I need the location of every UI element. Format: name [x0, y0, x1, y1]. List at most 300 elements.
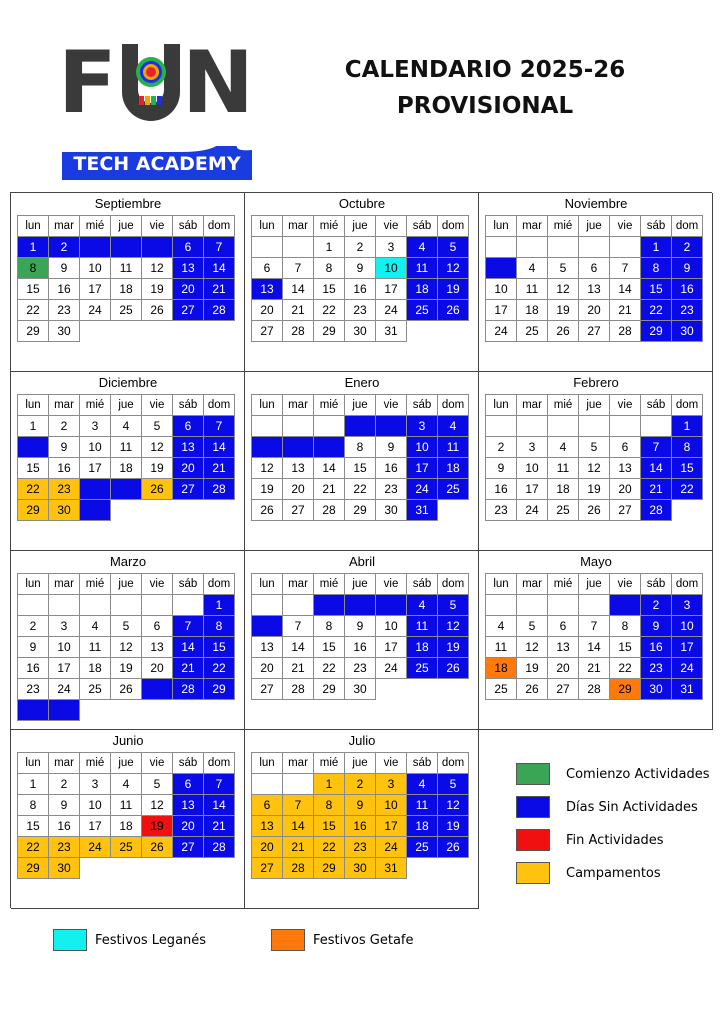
week-row: [486, 458, 703, 479]
weekday-header: sáb: [641, 574, 672, 595]
empty-cell: [173, 858, 204, 879]
empty-cell: [142, 700, 173, 721]
day-cell: 1: [314, 237, 345, 258]
weekday-header: dom: [438, 216, 469, 237]
week-row: [18, 616, 235, 637]
day-cell: 9: [49, 437, 80, 458]
weekday-header: dom: [204, 574, 235, 595]
month-name: Diciembre: [98, 375, 158, 390]
week-row: [486, 279, 703, 300]
legend-item: [53, 929, 206, 951]
weekday-header: sáb: [173, 574, 204, 595]
week-row: [486, 437, 703, 458]
day-cell: 10: [49, 637, 80, 658]
weekday-header: vie: [610, 395, 641, 416]
day-cell: 4: [407, 595, 438, 616]
day-cell: 27: [548, 679, 579, 700]
day-cell: 4: [111, 774, 142, 795]
day-cell: 31: [376, 858, 407, 879]
day-cell: 26: [438, 837, 469, 858]
empty-cell: [204, 500, 235, 521]
day-cell: 10: [80, 795, 111, 816]
day-cell: 28: [283, 858, 314, 879]
blank-cell: [283, 416, 314, 437]
day-cell: 17: [80, 279, 111, 300]
week-row: [18, 300, 235, 321]
weekday-header: mié: [314, 753, 345, 774]
day-cell: 25: [548, 500, 579, 521]
weekday-header: vie: [376, 753, 407, 774]
month-panel-mayo: [479, 551, 713, 730]
weekday-header: sáb: [173, 753, 204, 774]
day-cell: 13: [173, 795, 204, 816]
day-cell: 5: [548, 258, 579, 279]
week-row: [18, 816, 235, 837]
day-cell: 9: [345, 616, 376, 637]
week-row: [18, 279, 235, 300]
blank-cell: [80, 595, 111, 616]
day-cell: 4: [80, 616, 111, 637]
empty-cell: [438, 858, 469, 879]
day-cell: 14: [283, 816, 314, 837]
logo-letter-f: F: [58, 33, 115, 133]
day-cell: 12: [579, 458, 610, 479]
weekday-header: mié: [314, 395, 345, 416]
day-cell: 1: [641, 237, 672, 258]
day-cell: 8: [314, 616, 345, 637]
day-cell: 19: [548, 300, 579, 321]
day-cell: 5: [438, 237, 469, 258]
empty-cell: [80, 700, 111, 721]
week-row: [18, 795, 235, 816]
week-row: [252, 658, 469, 679]
weekday-header: mié: [548, 395, 579, 416]
day-cell: 8: [610, 616, 641, 637]
day-cell: 11: [486, 637, 517, 658]
day-cell: 16: [641, 637, 672, 658]
blank-cell: [548, 595, 579, 616]
blank-cell: [579, 595, 610, 616]
day-cell: 16: [486, 479, 517, 500]
day-cell: 22: [314, 837, 345, 858]
day-cell: 26: [142, 837, 173, 858]
day-cell: 17: [376, 637, 407, 658]
blank-cell: [579, 416, 610, 437]
day-cell: 10: [376, 795, 407, 816]
empty-cell: [672, 500, 703, 521]
day-cell: 14: [283, 279, 314, 300]
weekday-header: jue: [111, 395, 142, 416]
week-row: [252, 816, 469, 837]
empty-cell: [80, 321, 111, 342]
day-cell: 17: [49, 658, 80, 679]
weekday-header-row: [252, 574, 469, 595]
day-cell: 12: [548, 279, 579, 300]
week-row: [18, 774, 235, 795]
weekday-header: mar: [49, 216, 80, 237]
day-cell: 31: [407, 500, 438, 521]
day-cell: 19: [517, 658, 548, 679]
day-cell: 14: [204, 437, 235, 458]
day-cell: 1: [204, 595, 235, 616]
day-cell: 18: [438, 458, 469, 479]
day-cell: 3: [80, 774, 111, 795]
empty-cell: [80, 858, 111, 879]
day-cell: 28: [283, 321, 314, 342]
week-row: [486, 479, 703, 500]
day-cell: 20: [579, 300, 610, 321]
weekday-header: mié: [80, 753, 111, 774]
day-cell: 23: [641, 658, 672, 679]
day-cell: 6: [173, 416, 204, 437]
week-row: [18, 237, 235, 258]
day-cell: 16: [18, 658, 49, 679]
day-cell: 18: [111, 279, 142, 300]
day-cell: 3: [486, 258, 517, 279]
day-cell: 12: [438, 795, 469, 816]
logo-banner: [62, 146, 252, 182]
day-cell: 23: [49, 300, 80, 321]
day-cell: 17: [517, 479, 548, 500]
weekday-header: vie: [610, 216, 641, 237]
week-row: [252, 258, 469, 279]
day-cell: 9: [486, 458, 517, 479]
weekday-header-row: [18, 216, 235, 237]
weekday-header-row: [18, 574, 235, 595]
day-cell: 26: [142, 300, 173, 321]
blank-cell: [486, 416, 517, 437]
weekday-header: mié: [548, 574, 579, 595]
day-cell: 3: [80, 416, 111, 437]
day-cell: 13: [283, 458, 314, 479]
weekday-header: vie: [376, 216, 407, 237]
day-cell: 22: [204, 658, 235, 679]
weekday-header: dom: [204, 395, 235, 416]
week-row: [252, 479, 469, 500]
day-cell: 27: [173, 479, 204, 500]
empty-cell: [142, 858, 173, 879]
day-cell: 25: [407, 300, 438, 321]
day-cell: 13: [579, 279, 610, 300]
day-cell: 3: [672, 595, 703, 616]
weekday-header: dom: [672, 395, 703, 416]
week-row: [252, 858, 469, 879]
legend-label: Fin Actividades: [566, 832, 664, 848]
weekday-header: jue: [111, 574, 142, 595]
weekday-header: jue: [579, 395, 610, 416]
week-row: [18, 500, 235, 521]
day-cell: 7: [204, 237, 235, 258]
weekday-header: dom: [672, 216, 703, 237]
weekday-header-row: [486, 216, 703, 237]
day-cell: 23: [345, 658, 376, 679]
day-cell: 23: [376, 479, 407, 500]
day-cell: 29: [18, 858, 49, 879]
day-cell: 22: [314, 658, 345, 679]
week-row: [18, 700, 235, 721]
weekday-header: jue: [345, 216, 376, 237]
week-row: [252, 300, 469, 321]
day-cell: 5: [252, 437, 283, 458]
day-cell: 20: [173, 458, 204, 479]
day-cell: 7: [314, 437, 345, 458]
day-cell: 1: [18, 416, 49, 437]
day-cell: 24: [407, 479, 438, 500]
day-cell: 4: [407, 237, 438, 258]
day-cell: 19: [438, 279, 469, 300]
day-cell: 2: [376, 416, 407, 437]
week-row: [18, 637, 235, 658]
blank-cell: [252, 595, 283, 616]
weekday-header: mié: [80, 216, 111, 237]
weekday-header: lun: [18, 216, 49, 237]
weekday-header: sáb: [641, 216, 672, 237]
day-cell: 17: [376, 816, 407, 837]
week-row: [486, 500, 703, 521]
blank-cell: [49, 595, 80, 616]
weekday-header: lun: [486, 395, 517, 416]
day-cell: 21: [283, 658, 314, 679]
blank-cell: [173, 595, 204, 616]
blank-cell: [610, 237, 641, 258]
day-cell: 13: [548, 637, 579, 658]
day-cell: 2: [641, 595, 672, 616]
week-row: [18, 321, 235, 342]
day-cell: 8: [18, 258, 49, 279]
day-cell: 12: [142, 258, 173, 279]
day-cell: 6: [548, 616, 579, 637]
day-cell: 15: [18, 279, 49, 300]
title-line-1: CALENDARIO 2025-26: [344, 57, 626, 83]
week-row: [486, 237, 703, 258]
day-cell: 28: [610, 321, 641, 342]
weekday-header: jue: [579, 574, 610, 595]
month-name: Abril: [348, 554, 375, 569]
blank-cell: [548, 237, 579, 258]
legend-label: Festivos Getafe: [313, 932, 414, 948]
day-cell: 2: [486, 437, 517, 458]
day-cell: 27: [579, 321, 610, 342]
day-cell: 8: [345, 437, 376, 458]
day-cell: 28: [314, 500, 345, 521]
day-cell: 26: [438, 658, 469, 679]
day-cell: 25: [407, 837, 438, 858]
day-cell: 4: [111, 416, 142, 437]
day-cell: 14: [641, 458, 672, 479]
day-cell: 14: [610, 279, 641, 300]
day-cell: 30: [18, 700, 49, 721]
day-cell: 27: [610, 500, 641, 521]
legend-swatch: [53, 929, 87, 951]
day-cell: 31: [672, 679, 703, 700]
weekday-header: lun: [486, 574, 517, 595]
day-cell: 12: [252, 458, 283, 479]
week-row: [486, 300, 703, 321]
blank-cell: [548, 416, 579, 437]
weekday-header: mié: [314, 574, 345, 595]
day-cell: 11: [548, 458, 579, 479]
day-cell: 15: [672, 458, 703, 479]
day-cell: 31: [49, 700, 80, 721]
day-cell: 5: [517, 616, 548, 637]
empty-cell: [111, 500, 142, 521]
weekday-header: vie: [142, 574, 173, 595]
day-cell: 27: [173, 300, 204, 321]
blank-cell: [252, 416, 283, 437]
day-cell: 8: [18, 437, 49, 458]
blank-cell: [18, 595, 49, 616]
day-cell: 8: [314, 795, 345, 816]
day-cell: 11: [407, 258, 438, 279]
empty-cell: [407, 858, 438, 879]
month-calendar-table: [251, 752, 469, 879]
weekday-header: mar: [283, 574, 314, 595]
blank-cell: [252, 237, 283, 258]
blank-cell: [517, 416, 548, 437]
day-cell: 2: [672, 237, 703, 258]
day-cell: 27: [142, 679, 173, 700]
empty-cell: [173, 321, 204, 342]
weekday-header: jue: [345, 753, 376, 774]
day-cell: 10: [486, 279, 517, 300]
legend-label: Días Sin Actividades: [566, 799, 698, 815]
day-cell: 30: [376, 500, 407, 521]
month-calendar-table: [485, 215, 703, 342]
weekday-header: sáb: [407, 753, 438, 774]
day-cell: 21: [641, 479, 672, 500]
weekday-header: dom: [438, 395, 469, 416]
weekday-header: sáb: [407, 395, 438, 416]
month-name: Enero: [344, 375, 380, 390]
day-cell: 27: [283, 500, 314, 521]
month-name: Julio: [348, 733, 376, 748]
day-cell: 6: [142, 616, 173, 637]
week-row: [252, 595, 469, 616]
weekday-header: jue: [345, 395, 376, 416]
blank-cell: [517, 237, 548, 258]
day-cell: 23: [49, 837, 80, 858]
day-cell: 5: [579, 437, 610, 458]
day-cell: 1: [314, 595, 345, 616]
day-cell: 9: [376, 437, 407, 458]
weekday-header: vie: [142, 753, 173, 774]
weekday-header: lun: [18, 395, 49, 416]
day-cell: 24: [672, 658, 703, 679]
blank-cell: [314, 416, 345, 437]
day-cell: 5: [142, 416, 173, 437]
day-cell: 25: [80, 679, 111, 700]
weekday-header: mié: [80, 395, 111, 416]
day-cell: 8: [18, 795, 49, 816]
day-cell: 19: [438, 816, 469, 837]
week-row: [486, 321, 703, 342]
weekday-header: jue: [111, 216, 142, 237]
empty-cell: [111, 858, 142, 879]
day-cell: 27: [252, 679, 283, 700]
day-cell: 21: [579, 658, 610, 679]
day-cell: 31: [376, 321, 407, 342]
day-cell: 17: [376, 279, 407, 300]
week-row: [18, 679, 235, 700]
day-cell: 6: [579, 258, 610, 279]
day-cell: 28: [579, 679, 610, 700]
day-cell: 17: [80, 816, 111, 837]
day-cell: 18: [486, 658, 517, 679]
blank-cell: [283, 595, 314, 616]
day-cell: 29: [641, 321, 672, 342]
weekday-header: sáb: [641, 395, 672, 416]
month-name: Mayo: [580, 554, 612, 569]
day-cell: 17: [672, 637, 703, 658]
day-cell: 9: [18, 637, 49, 658]
day-cell: 4: [111, 237, 142, 258]
day-cell: 14: [579, 637, 610, 658]
day-cell: 14: [314, 458, 345, 479]
empty-cell: [204, 700, 235, 721]
month-panel-febrero: [479, 372, 713, 551]
day-cell: 7: [204, 774, 235, 795]
day-cell: 30: [345, 858, 376, 879]
day-cell: 4: [438, 416, 469, 437]
day-cell: 24: [376, 658, 407, 679]
week-row: [486, 679, 703, 700]
month-panel-enero: [245, 372, 479, 551]
empty-cell: [111, 321, 142, 342]
day-cell: 21: [610, 300, 641, 321]
empty-cell: [438, 500, 469, 521]
weekday-header: dom: [204, 216, 235, 237]
day-cell: 7: [610, 258, 641, 279]
weekday-header: mar: [283, 216, 314, 237]
day-cell: 14: [204, 258, 235, 279]
day-cell: 19: [438, 637, 469, 658]
legend-label: Campamentos: [566, 865, 661, 881]
blank-cell: [610, 416, 641, 437]
day-cell: 28: [204, 300, 235, 321]
weekday-header: dom: [438, 753, 469, 774]
day-cell: 2: [345, 237, 376, 258]
day-cell: 13: [610, 458, 641, 479]
day-cell: 22: [610, 658, 641, 679]
month-name: Octubre: [338, 196, 386, 211]
legend-swatch: [271, 929, 305, 951]
day-cell: 24: [80, 300, 111, 321]
day-cell: 2: [345, 774, 376, 795]
weekday-header: mar: [517, 395, 548, 416]
day-cell: 5: [438, 595, 469, 616]
day-cell: 18: [111, 458, 142, 479]
month-calendar-table: [251, 394, 469, 521]
day-cell: 8: [314, 258, 345, 279]
day-cell: 19: [142, 279, 173, 300]
weekday-header-row: [486, 395, 703, 416]
month-calendar-table: [17, 394, 235, 521]
day-cell: 8: [204, 616, 235, 637]
week-row: [486, 258, 703, 279]
day-cell: 2: [49, 237, 80, 258]
day-cell: 9: [49, 795, 80, 816]
day-cell: 14: [204, 795, 235, 816]
day-cell: 11: [517, 279, 548, 300]
day-cell: 29: [204, 679, 235, 700]
day-cell: 29: [18, 321, 49, 342]
day-cell: 20: [283, 479, 314, 500]
weekday-header-row: [252, 395, 469, 416]
day-cell: 22: [18, 300, 49, 321]
day-cell: 12: [438, 258, 469, 279]
blank-cell: [252, 774, 283, 795]
day-cell: 20: [252, 658, 283, 679]
